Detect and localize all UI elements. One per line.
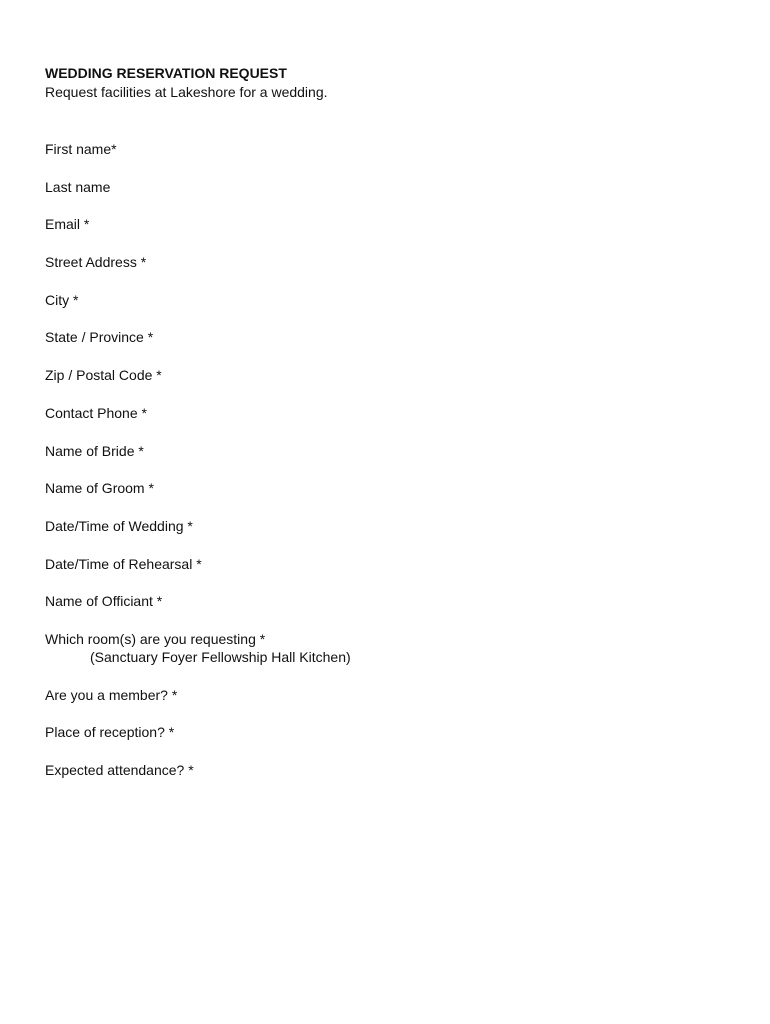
bride-name-label: Name of Bride * — [45, 442, 144, 459]
rooms-options-note: (Sanctuary Foyer Fellowship Hall Kitchen) — [90, 648, 351, 665]
reception-place-label: Place of reception? * — [45, 724, 175, 741]
state-province-label: State / Province * — [45, 329, 154, 346]
groom-name-label: Name of Groom * — [45, 480, 154, 497]
rehearsal-datetime-label: Date/Time of Rehearsal * — [45, 555, 202, 572]
email-label: Email * — [45, 216, 90, 233]
first-name-label: First name* — [45, 141, 117, 157]
form-page — [45, 64, 725, 799]
officiant-name-label: Name of Officiant * — [45, 593, 163, 610]
wedding-datetime-label: Date/Time of Wedding * — [45, 517, 193, 534]
zip-postal-code-label: Zip / Postal Code * — [45, 367, 162, 384]
member-label: Are you a member? * — [45, 686, 178, 703]
city-label: City * — [45, 291, 79, 308]
street-address-label: Street Address * — [45, 254, 147, 271]
rooms-requested-block — [45, 630, 725, 666]
form-subtitle: Request facilities at Lakeshore for a wedding. — [45, 84, 328, 100]
rooms-requested-label: Which room(s) are you requesting * — [45, 630, 266, 647]
contact-phone-label: Contact Phone * — [45, 404, 147, 421]
last-name-label: Last name — [45, 178, 111, 195]
form-fields — [45, 140, 725, 779]
form-title: WEDDING RESERVATION REQUEST — [45, 65, 287, 81]
expected-attendance-label: Expected attendance? * — [45, 762, 194, 778]
